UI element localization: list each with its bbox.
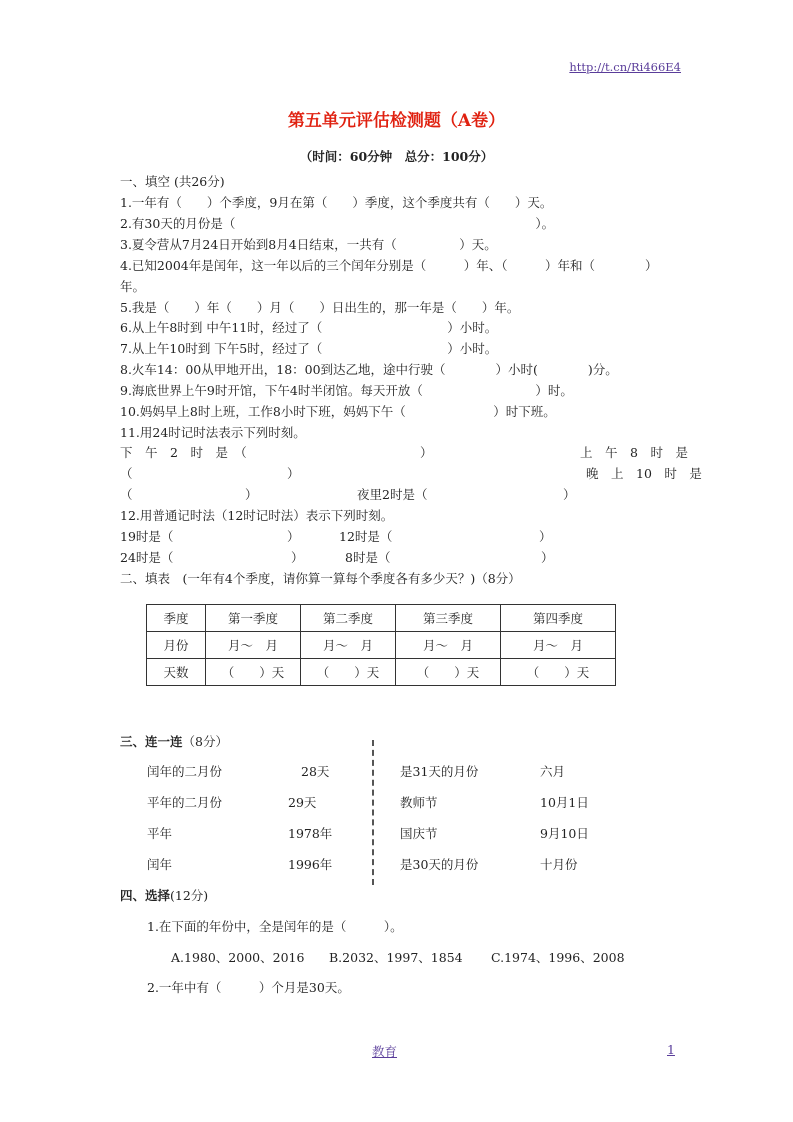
choice-q1-option-a: A.1980、2000、2016 [171, 950, 305, 965]
q12-b-close: ） [539, 529, 552, 544]
q12-c-close: ） [291, 550, 304, 565]
q11-e-close: ） [245, 487, 258, 502]
q11-f-close: ） [563, 487, 576, 502]
match-right-item[interactable]: 是31天的月份 [400, 764, 479, 779]
q11-e-open: （ [120, 487, 133, 502]
match-right-value[interactable]: 十月份 [540, 857, 578, 872]
section1-question-line: 6.从上午8时到 中午11时，经过了（ ）小时。 [120, 320, 498, 335]
page-subtitle: （时间：60分钟 总分：100分） [299, 149, 494, 164]
match-right-item[interactable]: 国庆节 [400, 826, 438, 841]
table-cell: 第二季度 [301, 605, 396, 632]
match-left-value[interactable]: 28天 [301, 764, 330, 779]
page-number[interactable]: 1 [667, 1042, 675, 1057]
q12-d-close: ） [541, 550, 554, 565]
match-left-value[interactable]: 1978年 [288, 826, 333, 841]
table-cell: 季度 [147, 605, 206, 632]
table-cell: 第一季度 [206, 605, 301, 632]
section4-heading [120, 886, 208, 904]
table-row [147, 605, 616, 632]
choice-question-1: 1.在下面的年份中，全是闰年的是（ ）。 [147, 919, 403, 934]
section1-question-line: 2.有30天的月份是（ ）。 [120, 216, 555, 231]
section1-question-line: 10.妈妈早上8时上班，工作8小时下班，妈妈下午（ ）时下班。 [120, 404, 556, 419]
section3-points: （8分） [182, 734, 228, 749]
table-cell[interactable]: 月～ 月 [301, 632, 396, 659]
q11-a-close: ） [420, 445, 433, 460]
match-left-item[interactable]: 平年 [147, 826, 173, 841]
choice-q1-option-b: B.2032、1997、1854 [329, 950, 463, 965]
match-left-value[interactable]: 1996年 [288, 857, 333, 872]
table-cell[interactable]: 月～ 月 [396, 632, 501, 659]
q12-heading: 12.用普通记时法（12时记时法）表示下列时刻。 [120, 508, 394, 523]
q12-a-label: 19时是（ [120, 529, 174, 544]
table-cell[interactable]: （ ）天 [301, 659, 396, 686]
section4-points: (12分) [170, 888, 209, 903]
table-cell: 第三季度 [396, 605, 501, 632]
table-cell: 第四季度 [501, 605, 616, 632]
section1-question-line: 4.已知2004年是闰年，这一年以后的三个闰年分别是（ ）年、（ ）年和（ ） [120, 258, 658, 273]
match-left-item[interactable]: 闰年 [147, 857, 173, 872]
table-cell[interactable]: （ ）天 [206, 659, 301, 686]
table-cell: 天数 [147, 659, 206, 686]
section1-question-line: 8.火车14：00从甲地开出，18：00到达乙地，途中行驶（ ）小时( )分。 [120, 362, 618, 377]
section1-question-line: 3.夏令营从7月24日开始到8月4日结束，一共有（ ）天。 [120, 237, 497, 252]
match-right-value[interactable]: 9月10日 [540, 826, 589, 841]
table-cell[interactable]: （ ）天 [501, 659, 616, 686]
q11-a-label: 下 午 2 时 是 （ [120, 445, 247, 460]
match-right-item[interactable]: 教师节 [400, 795, 438, 810]
table-cell: 月份 [147, 632, 206, 659]
q11-b-label: 上 午 8 时 是 [580, 445, 688, 460]
section1-question-line: 9.海底世界上午9时开馆，下午4时半闭馆。每天开放（ ）时。 [120, 383, 573, 398]
section4-heading-text: 四、选择 [120, 888, 171, 903]
table-cell[interactable]: 月～ 月 [501, 632, 616, 659]
match-left-item[interactable]: 闰年的二月份 [147, 764, 223, 779]
q12-d-label: 8时是（ [345, 550, 391, 565]
match-right-item[interactable]: 是30天的月份 [400, 857, 479, 872]
section2-heading: 二、填表 (一年有4个季度，请你算一算每个季度各有多少天？)（8分） [120, 571, 521, 586]
table-row [147, 632, 616, 659]
table-row [147, 659, 616, 686]
page-title: 第五单元评估检测题（A卷） [287, 111, 506, 131]
section1-heading: 一、填空 (共26分) [120, 174, 225, 189]
section1-question-line: 5.我是（ ）年（ ）月（ ）日出生的，那一年是（ ）年。 [120, 300, 520, 315]
q12-c-label: 24时是（ [120, 550, 174, 565]
section1-question-line: 11.用24时记时法表示下列时刻。 [120, 425, 306, 440]
match-left-value[interactable]: 29天 [288, 795, 317, 810]
table-cell[interactable]: 月～ 月 [206, 632, 301, 659]
divider-dashed-line [372, 740, 374, 885]
footer-link[interactable]: 教育 [372, 1044, 398, 1059]
q11-c-close: ） [287, 466, 300, 481]
section3-heading [120, 732, 228, 750]
section1-question-line: 1.一年有（ ）个季度，9月在第（ ）季度，这个季度共有（ ）天。 [120, 195, 553, 210]
header-url-link[interactable]: http://t.cn/Ri466E4 [569, 60, 681, 74]
choice-question-2: 2.一年中有（ ）个月是30天。 [147, 980, 350, 995]
q12-b-label: 12时是（ [339, 529, 393, 544]
q11-f-label: 夜里2时是（ [357, 487, 428, 502]
table-cell[interactable]: （ ）天 [396, 659, 501, 686]
match-right-value[interactable]: 10月1日 [540, 795, 589, 810]
q11-d-label: 晚 上 10 时 是 [586, 466, 702, 481]
section3-heading-text: 三、连一连 [120, 734, 183, 749]
section1-question-line: 年。 [120, 279, 146, 294]
choice-q1-option-c: C.1974、1996、2008 [491, 950, 625, 965]
season-table [146, 604, 616, 686]
q12-a-close: ） [287, 529, 300, 544]
q11-c-open: （ [120, 466, 133, 481]
section1-question-line: 7.从上午10时到 下午5时，经过了（ ）小时。 [120, 341, 498, 356]
match-left-item[interactable]: 平年的二月份 [147, 795, 223, 810]
match-right-value[interactable]: 六月 [540, 764, 566, 779]
